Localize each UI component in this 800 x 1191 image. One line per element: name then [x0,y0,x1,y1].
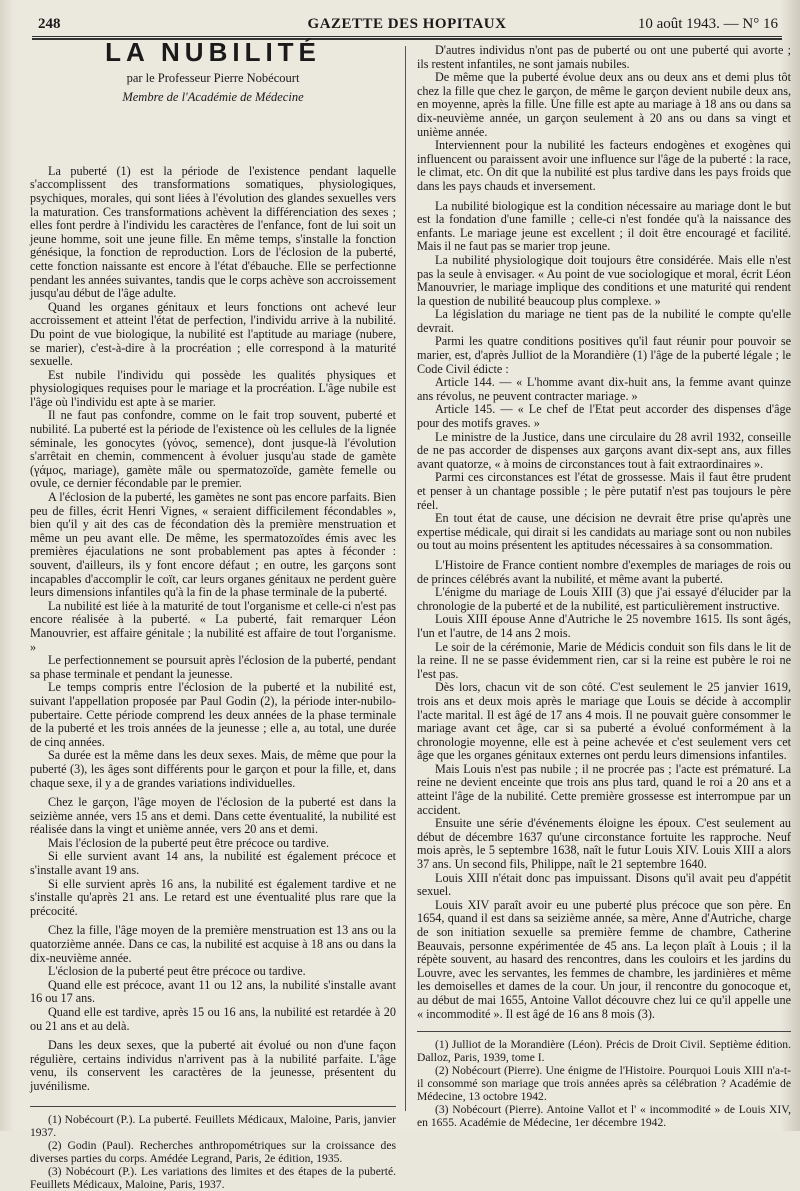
paragraph: Louis XIII n'était donc pas impuissant. Disons qu'il avait peu d'appétit sexuel. [417,870,791,899]
paragraph: L'éclosion de la puberté peut être précoce ou tardive. [48,964,306,979]
author-affiliation: Membre de l'Académie de Médecine [122,90,304,105]
article-byline: par le Professeur Pierre Nobécourt [126,70,300,85]
paragraph: Mais Louis n'est pas nubile ; il ne procrée pas ; l'acte est prématuré. La reine ne devient enceinte que trois ans plus tard, quand le roi a 20 ans et a atteint l'âge de la nubilité. Cette première grossesse est interrompue par un accident. [417,761,791,817]
paragraph: A l'éclosion de la puberté, les gamètes ne sont pas encore parfaits. Bien peu de filles, écrit Henri Vignes, « seraient difficilement fécondables », bien qu'il y ait des cas de fécondation dès la première menstruation et même un peu avant elle. De même, les spermatozoïdes émis avec les premières éjaculations ne sont probablement pas aptes à féconder : souvent, d'ailleurs, ils y font encore défaut ; en outre, les garçons sont incapables d'accomplir le coït, car leurs organes génitaux ne perdent guère leurs dimensions infantiles qu'à la fin de la phase terminale de la puberté. [30,490,396,600]
paragraph: Le perfectionnement se poursuit après l'éclosion de la puberté, pendant sa phase terminale et pendant la jeunesse. [30,653,396,681]
paragraph: Le soir de la cérémonie, Marie de Médicis conduit son fils dans le lit de la reine. Il ne se passe évidemment rien, car si la reine est pubère le roi ne l'est pas. [417,639,791,681]
paragraph: Si elle survient avant 14 ans, la nubilité est également précoce et s'installe avant 19 ans. [30,849,396,878]
paragraph: L'énigme du mariage de Louis XIII (3) que j'ai essayé d'élucider par la chronologie de la puberté et de la nubilité, est particulièrement instructive. [417,585,791,613]
article-title: LA NUBILITÉ [105,37,321,67]
paragraph: Article 144. — « L'homme avant dix-huit ans, la femme avant quinze ans révolus, ne peuvent contracter mariage. » [417,375,791,403]
footnote: (2) Godin (Paul). Recherches anthropométriques sur la croissance des diverses parties du corps. Amédée Legrand, Paris, 2e édition, 1935. [30,1138,396,1165]
footnote-rule [417,1031,791,1032]
footnote: (1) Nobécourt (P.). La puberté. Feuillets Médicaux, Maloine, Paris, janvier 1937. [30,1112,396,1139]
paragraph: Louis XIV paraît avoir eu une puberté plus précoce que son père. En 1654, quand il est dans sa seizième année, sa mère, Anne d'Autriche, charge de son initiation sexuelle sa première femme de chambre, Catherine Beauvais, personne expérimentée de 45 ans. La leçon plaît à Louis ; il la répète souvent, au hasard des rencontres, dans les couloirs et les jardins du Louvre, avec les servantes, les femmes de chambre, les jardinières et même les demoiselles et dames de la cour. Un jour, il rencontre du gonocoque et, au début de mai 1655, Antoine Vallot découvre chez lui ce qu'il appelle une « incommodité ». Il est âgé de 16 ans 8 mois (3). [417,897,791,1021]
paragraph: L'Histoire de France contient nombre d'exemples de mariages de rois ou de princes célébrés avant la nubilité, et même avant la puberté. [417,557,791,586]
left-column [30,37,396,1191]
paragraph: Chez le garçon, l'âge moyen de l'éclosion de la puberté est dans la seizième année, vers 15 ans et demi. Dans cette éventualité, la nubilité est réalisée dans la vingt et unième année, vers 20 ans et demi. [30,795,396,837]
paragraph: Le ministre de la Justice, dans une circulaire du 28 avril 1932, conseille de ne pas accorder de dispenses aux garçons avant dix-sept ans, aux filles avant quatorze, « à moins de circonstances tout à fait extraordinaires ». [417,429,791,471]
paragraph: Parmi les quatre conditions positives qu'il faut réunir pour pouvoir se marier, est, d'après Julliot de la Morandière (1) l'âge de la puberté légale ; le Code Civil édicte : [417,334,791,376]
paragraph: En tout état de cause, une décision ne devrait être prise qu'après une expertise médicale, qui dirait si les candidats au mariage sont ou non nubiles ou tout au moins présentent les aptitudes nécessaires à sa consommation. [417,511,791,553]
paragraph: Il ne faut pas confondre, comme on le fait trop souvent, puberté et nubilité. La puberté est la période de l'existence où les cellules de la lignée séminale, les gonocytes (γόνος, semence), dont jusque-là l'évolution s'arrêtait en chemin, commencent à évoluer jusqu'au stade de gamète (γάμος, mariage), gamète mâle ou spermatozoïde, gamète femelle ou ovule, ce dernier fécondable par le premier. [30,408,396,491]
paragraph: Chez la fille, l'âge moyen de la première menstruation est 13 ans ou la quatorzième année. Dans ce cas, la nubilité est acquise à 18 ans ou dans la dix-neuvième année. [30,923,396,965]
paragraph: La législation du mariage ne tient pas de la nubilité le compte qu'elle devrait. [417,307,791,335]
paragraph: De même que la puberté évolue deux ans ou deux ans et demi plus tôt chez la fille que chez le garçon, de même le garçon devient nubile deux ans, en moyenne, après la fille. Une fille est apte au mariage à 18 ans ou dans sa dix-neuvième année, un garçon seulement à 20 ans ou dans sa vingt et unième année. [417,70,791,139]
paragraph: D'autres individus n'ont pas de puberté ou ont une puberté qui avorte ; ils restent infantiles, ne sont jamais nubiles. [417,43,791,71]
footnote: (1) Julliot de la Morandière (Léon). Précis de Droit Civil. Septième édition. Dalloz, Paris, 1939, tome I. [417,1038,791,1065]
left-footnotes [30,1113,396,1191]
paragraph: La nubilité physiologique doit toujours être considérée. Mais elle n'est pas la seule à envisager. « Au point de vue sociologique et moral, écrit Léon Manouvrier, le mariage implique des conditions et une maturité qui rendent la question de nubilité beaucoup plus complexe. » [417,252,791,308]
right-column [417,43,791,1130]
paragraph: Quand elle est tardive, après 15 ou 16 ans, la nubilité est retardée à 20 ou 21 ans et au delà. [30,1005,396,1033]
left-body-text [30,165,396,1094]
page-number: 248 [38,16,61,32]
paragraph: Dans les deux sexes, que la puberté ait évolué ou non d'une façon régulière, certains individus n'arrivent pas à la nubilité parfaite. L'âge venu, ils conservent les caractères de la jeunesse, présentent du juvénilisme. [30,1038,396,1093]
paragraph: Quand elle est précoce, avant 11 ou 12 ans, la nubilité s'installe avant 16 ou 17 ans. [30,977,396,1006]
paragraph: Le temps compris entre l'éclosion de la puberté et la nubilité est, suivant l'appellation proposée par Paul Godin (2), la période inter-nubilo-pubertaire. Cette période comprend les deux années de la phase terminale de la puberté et les trois années de la jeunesse ; elle a, au total, une durée de cinq années. [30,680,396,749]
right-body-text [417,44,791,1021]
page-header [32,14,782,37]
paragraph: La nubilité est liée à la maturité de tout l'organisme et celle-ci n'est pas encore réalisée à la puberté. « La puberté, fait remarquer Léon Manouvrier, est affaire génitale ; la nubilité est affaire de tout l'organisme. » [30,598,396,654]
paragraph: Quand les organes génitaux et leurs fonctions ont achevé leur accroissement et atteint l'état de perfection, l'individu arrive à la nubilité. Du point de vue biologique, la nubilité est l'aptitude au mariage (nubere, se marier), c'est-à-dire à la procréation ; elle correspond à la maturité sexuelle. [30,299,396,369]
footnote: (3) Nobécourt (Pierre). Antoine Vallot et l' « incommodité » de Louis XIV, en 1655. Académie de Médecine, 1er décembre 1942. [417,1103,791,1130]
paragraph: La puberté (1) est la période de l'existence pendant laquelle s'accomplissent des transformations somatiques, physiologiques, psychiques, morales, qui sont liées à l'évolution des glandes sexuelles vers la maturation. Ces transformations achèvent la différenciation des sexes ; elles font perdre à l'individu les caractères de l'enfance, font de lui soit un jeune homme, soit une jeune fille. En même temps, s'installe la fonction génésique, la fonction de reproduction. Lors de l'éclosion de la puberté, cette fonction naissante est encore à l'état d'ébauche. Elle se perfectionne pendant les années suivantes, tandis que le corps achève son accroissement jusqu'au début de l'âge adulte. [30,163,396,301]
issue-date: 10 août 1943. — N° 16 [637,16,778,32]
paragraph: La nubilité biologique est la condition nécessaire au mariage dont le but est la fondation d'une famille ; celle-ci n'est fondée qu'à la naissance des enfants. Le mariage jeune est excellent ; il doit être encouragé et facilité. Mais il ne faut pas se marier trop jeune. [417,198,791,254]
footnote-rule [30,1106,396,1107]
paragraph: Si elle survient après 16 ans, la nubilité est également tardive et ne s'installe qu'après 21 ans. Le retard est une éventualité plus rare que la précocité. [30,876,396,918]
paragraph: Article 145. — « Le chef de l'Etat peut accorder des dispenses d'âge pour des motifs graves. » [417,402,791,431]
right-footnotes [417,1038,791,1129]
journal-title: GAZETTE DES HOPITAUX [307,16,507,32]
footnote: (3) Nobécourt (P.). Les variations des limites et des étapes de la puberté. Feuillets Médicaux, Maloine, Paris, 1937. [30,1164,396,1191]
paragraph: Louis XIII épouse Anne d'Autriche le 25 novembre 1615. Ils sont âgés, l'un et l'autre, de 14 ans 2 mois. [417,612,791,640]
paragraph: Interviennent pour la nubilité les facteurs endogènes et exogènes qui influencent ou paraissent avoir une influence sur l'âge de la puberté : la race, le climat, etc. On dit que la nubilité est plus tardive dans les pays froids que dans les pays chauds et inversement. [417,138,791,193]
paragraph: Ensuite une série d'événements éloigne les époux. C'est seulement au début de décembre 1637 qu'une circonstance fortuite les rapproche. Neuf mois après, le 5 septembre 1638, naît le futur Louis XIV. Louis XIII a alors 37 ans. Un second fils, Philippe, naît le 21 septembre 1640. [417,816,791,872]
paragraph: Parmi ces circonstances est l'état de grossesse. Mais il faut être prudent et penser à un chantage possible ; le père putatif n'est pas toujours le père réel. [417,470,791,512]
footnote: (2) Nobécourt (Pierre). Une énigme de l'Histoire. Pourquoi Louis XIII n'a-t-il consommé son mariage que trois années après sa célébration ? Académie de Médecine, 13 octobre 1942. [417,1064,791,1104]
paragraph: Dès lors, chacun vit de son côté. C'est seulement le 25 janvier 1619, trois ans et deux mois après le mariage que Louis se décide à accomplir l'acte marital. Il est âgé de 17 ans 4 mois. Il ne pouvait guère consommer le mariage avant cet âge, car si sa puberté a évolué conformément à la chronologie moyenne, elle est à peine achevée et c'est seulement vers cet âge que les organes génitaux externes ont perdu leurs dimensions infantiles. [417,680,791,763]
paragraph: Sa durée est la même dans les deux sexes. Mais, de même que pour la puberté (3), les âges sont différents pour le garçon et pour la fille, et, dans chaque sexe, il y a de grandes variations individuelles. [30,748,396,790]
paragraph: Mais l'éclosion de la puberté peut être précoce ou tardive. [48,835,330,850]
paragraph: Est nubile l'individu qui possède les qualités physiques et physiologiques requises pour le mariage et la procréation. L'âge nubile est l'âge où l'individu est apte à se marier. [30,367,396,409]
column-divider [405,46,406,1111]
